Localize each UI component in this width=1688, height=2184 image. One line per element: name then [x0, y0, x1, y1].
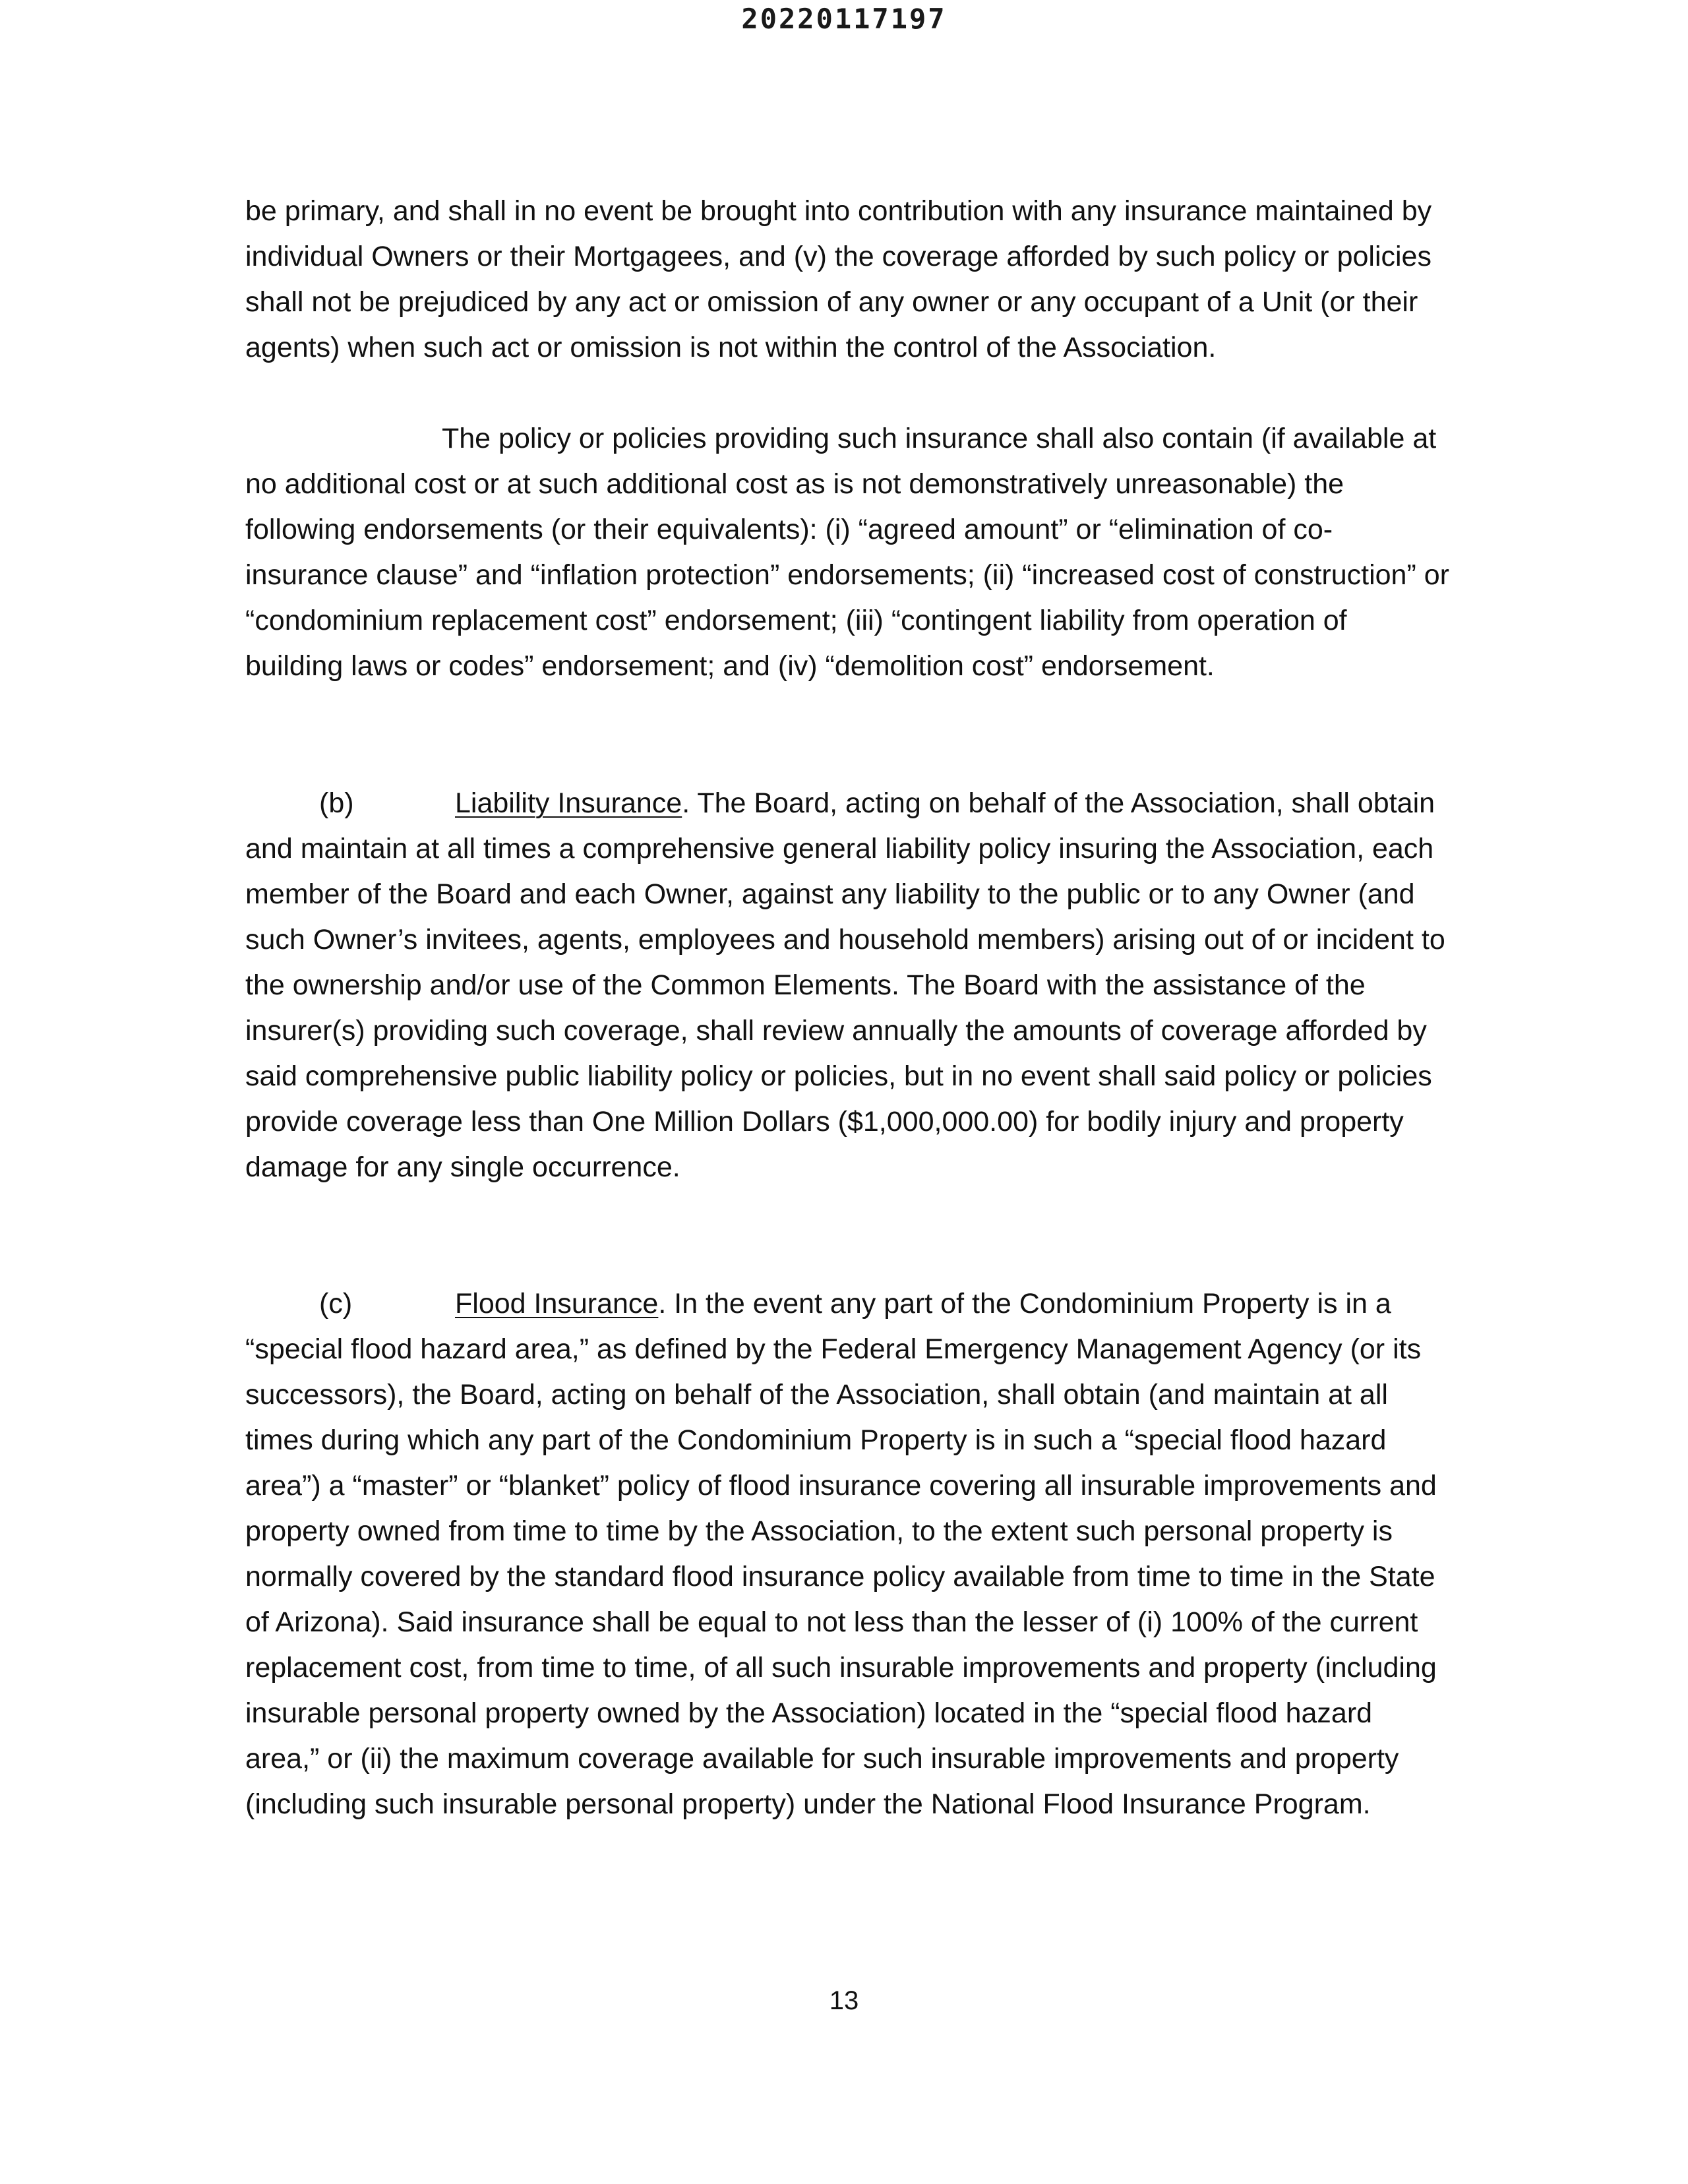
section-label-b-text: (b): [319, 787, 354, 819]
flood-insurance-heading: Flood Insurance: [455, 1288, 659, 1320]
continuation-paragraph: [245, 189, 1452, 371]
liability-insurance-paragraph: [245, 781, 1452, 1190]
flood-insurance-section: [245, 1281, 1452, 1827]
section-label-c: [245, 1281, 367, 1327]
section-label-b: [245, 781, 367, 826]
endorsements-paragraph: [245, 416, 1452, 689]
liability-insurance-text: . The Board, acting on behalf of the Association, shall obtain and maintain at all times a comprehensive general liability policy insuring the Association, each member of the Board and each Owner, against any liability to the public or to any Owner (and such Owner’s invitees, agents, employees and household members) arising out of or incident to the ownership and/or use of the Common Elements. The Board with the assistance of the insurer(s) providing such coverage, shall review annually the amounts of coverage afforded by said comprehensive public liability policy or policies, but in no event shall said policy or policies provide coverage less than One Million Dollars ($1,000,000.00) for bodily injury and property damage for any single occurrence.: [245, 787, 1445, 1183]
continuation-text: be primary, and shall in no event be brought into contribution with any insurance maintained by individual Owners or their Mortgagees, and (v) the coverage afforded by such policy or policies shall not be prejudiced by any act or omission of any owner or any occupant of a Unit (or their agents) when such act or omission is not within the control of the Association.: [245, 195, 1432, 363]
liability-insurance-section: [245, 781, 1452, 1190]
section-label-c-text: (c): [319, 1288, 353, 1320]
page-number: 13: [829, 1986, 859, 2015]
flood-insurance-text: . In the event any part of the Condominium Property is in a “special flood hazard area,” as defined by the Federal Emergency Management Agency (or its successors), the Board, acting on behalf of the Association, shall obtain (and maintain at all times during which any part of the Condominium Property is in such a “special flood hazard area”) a “master” or “blanket” policy of flood insurance covering all insurable improvements and property owned from time to time by the Association, to the extent such personal property is normally covered by the standard flood insurance policy available from time to time in the State of Arizona). Said insurance shall be equal to not less than the lesser of (i) 100% of the current replacement cost, from time to time, of all such insurable improvements and property (including insurable personal property owned by the Association) located in the “special flood hazard area,” or (ii) the maximum coverage available for such insurable improvements and property (including such insurable personal property) under the National Flood Insurance Program.: [245, 1288, 1437, 1820]
flood-insurance-paragraph: [245, 1281, 1452, 1827]
liability-insurance-heading: Liability Insurance: [455, 787, 682, 819]
endorsements-text: The policy or policies providing such insurance shall also contain (if available at no additional cost or at such additional cost as is not demonstratively unreasonable) the following endorsements (or their equivalents): (i) “agreed amount” or “elimination of co-insurance clause” and “inflation protection” endorsements; (ii) “increased cost of construction” or “condominium replacement cost” endorsement; (iii) “contingent liability from operation of building laws or codes” endorsement; and (iv) “demolition cost” endorsement.: [245, 423, 1449, 682]
recording-number: 20220117197: [741, 3, 947, 35]
